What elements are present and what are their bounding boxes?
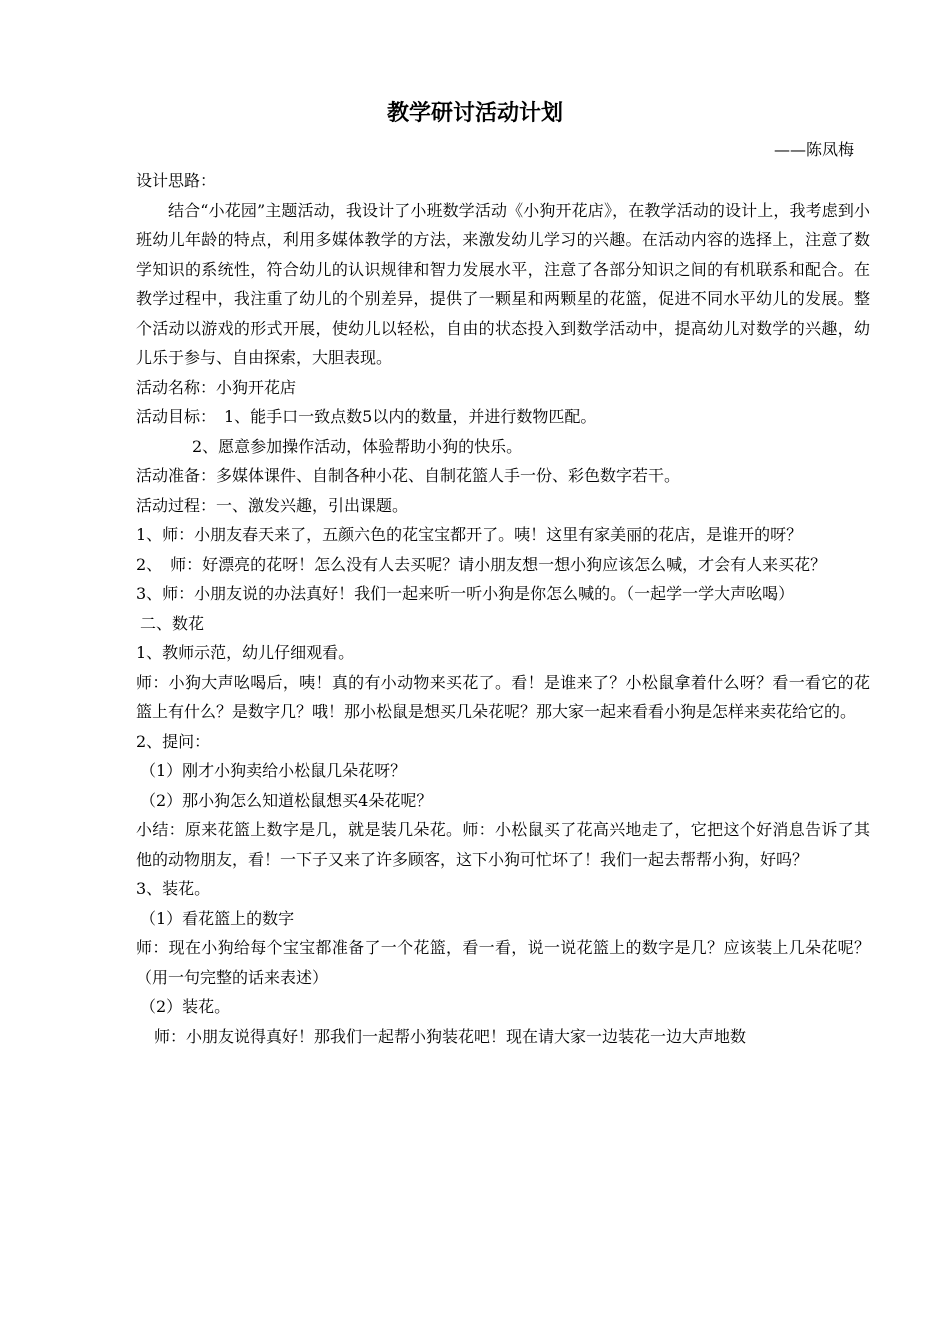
activity-preparation: 活动准备：多媒体课件、自制各种小花、自制花篮人手一份、彩色数字若干。 [136, 466, 681, 485]
count-step-1: 1、教师示范，幼儿仔细观看。 [136, 643, 355, 662]
count-step-2: 2、提问： [136, 731, 211, 751]
document-author: ——陈凤梅 [773, 140, 854, 159]
section-heading-design: 设计思路： [136, 171, 217, 190]
teacher-dialogue-3: 师：小朋友说得真好！那我们一起帮小狗装花吧！现在请大家一边装花一边大声地数 [154, 1026, 747, 1046]
teacher-dialogue-2: 师：现在小狗给每个宝宝都准备了一个花篮，看一看，说一说花篮上的数字是几？应该装上几朵花呢？（用一句完整的话来表述） [136, 938, 870, 987]
question-2: （2）那小狗怎么知道松鼠想买4朵花呢？ [140, 790, 433, 810]
sub-step-2: （2）装花。 [140, 997, 231, 1016]
question-1: （1）刚才小狗卖给小松鼠几朵花呀？ [140, 761, 407, 780]
process-step-3: 3、师：小朋友说的办法真好！我们一起来听一听小狗是你怎么喊的。（一起学一学大声吆喝） [136, 584, 795, 603]
process-step-2: 2、 师：好漂亮的花呀！怎么没有人去买呢？请小朋友想一想小狗应该怎么喊，才会有人来买花？ [136, 554, 827, 574]
count-step-3: 3、装花。 [136, 879, 211, 898]
section-heading-count-flowers: 二、数花 [140, 613, 205, 633]
design-paragraph: 结合“小花园”主题活动，我设计了小班数学活动《小狗开花店》，在教学活动的设计上，我考虑到小班幼儿年龄的特点，利用多媒体教学的方法，来激发幼儿学习的兴趣。在活动内容的选择上，注意了数学知识的系统性，符合幼儿的认识规律和智力发展水平，注意了各部分知识之间的有机联系和配合。在教学过程中，我注重了幼儿的个别差异，提供了一颗星和两颗星的花篮，促进不同水平幼儿的发展。整个活动以游戏的形式开展，使幼儿以轻松，自由的状态投入到数学活动中，提高幼儿对数学的兴趣，幼儿乐于参与、自由探索，大胆表现。 [136, 200, 870, 367]
teacher-dialogue-1: 师：小狗大声吆喝后，咦！真的有小动物来买花了。看！是谁来了？小松鼠拿着什么呀？看一看它的花篮上有什么？是数字几？哦！那小松鼠是想买几朵花呢？那大家一起来看看小狗是怎样来卖花给它的。 [136, 672, 870, 721]
activity-name: 活动名称：小狗开花店 [136, 377, 297, 397]
activity-goal-1: 活动目标： 1、能手口一致点数5以内的数量，并进行数物匹配。 [136, 407, 597, 426]
summary-paragraph: 小结：原来花篮上数字是几，就是装几朵花。师：小松鼠买了花高兴地走了，它把这个好消息告诉了其他的动物朋友，看！一下子又来了许多顾客，这下小狗可忙坏了！我们一起去帮帮小狗，好吗？ [136, 820, 870, 869]
sub-step-1: （1）看花篮上的数字 [140, 908, 295, 928]
process-step-1: 1、师：小朋友春天来了，五颜六色的花宝宝都开了。咦！这里有家美丽的花店，是谁开的呀？ [136, 525, 803, 544]
document-title: 教学研讨活动计划 [386, 101, 563, 126]
activity-process-heading: 活动过程：一、激发兴趣，引出课题。 [136, 495, 409, 515]
activity-goal-2: 2、愿意参加操作活动，体验帮助小狗的快乐。 [192, 436, 523, 456]
document-body [136, 166, 870, 1051]
